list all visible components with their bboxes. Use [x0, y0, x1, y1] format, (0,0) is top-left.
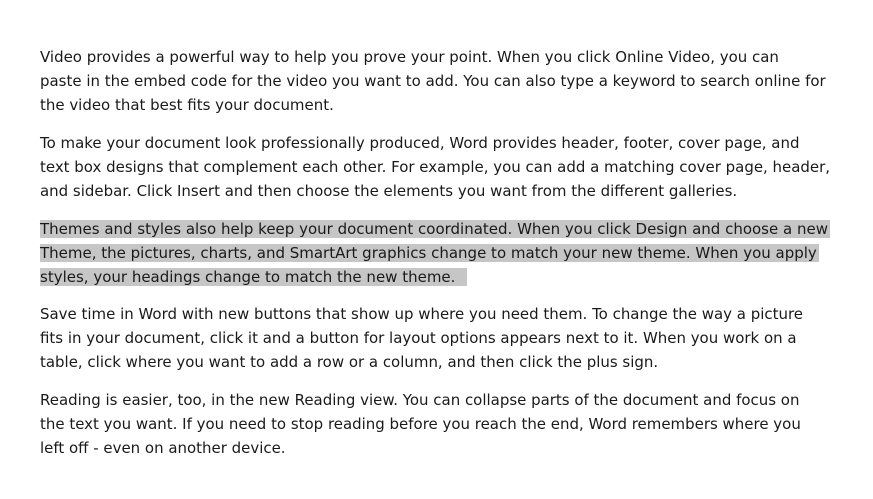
text-line: Video provides a powerful way to help you prove your point. When you click Online Video, you can — [40, 48, 779, 66]
paragraph-save-time[interactable] — [40, 302, 840, 374]
selection-highlight: styles, your headings change to match the new theme. — [40, 268, 467, 286]
text-line: left off - even on another device. — [40, 439, 286, 457]
text-line: To make your document look professionally produced, Word provides header, footer, cover page, and — [40, 134, 800, 152]
paragraph-themes-selected[interactable] — [40, 217, 840, 289]
text-line: paste in the embed code for the video you want to add. You can also type a keyword to search online for — [40, 72, 826, 90]
text-line: table, click where you want to add a row or a column, and then click the plus sign. — [40, 353, 659, 371]
text-line: Reading is easier, too, in the new Reading view. You can collapse parts of the document and focus on — [40, 391, 800, 409]
selected-text-line-1 — [40, 217, 840, 241]
text-line: Save time in Word with new buttons that show up where you need them. To change the way a picture — [40, 305, 804, 323]
paragraph-reading[interactable] — [40, 388, 840, 460]
text-line: and sidebar. Click Insert and then choose the elements you want from the different galleries. — [40, 182, 738, 200]
selection-highlight: Theme, the pictures, charts, and SmartArt graphics change to match your new theme. When you apply — [40, 244, 817, 262]
text-line: the video that best fits your document. — [40, 96, 334, 114]
text-line: text box designs that complement each other. For example, you can add a matching cover page, header, — [40, 158, 831, 176]
paragraph-video[interactable] — [40, 45, 840, 117]
selected-text-line-3 — [40, 265, 840, 289]
selection-highlight: Themes and styles also help keep your document coordinated. When you click Design and choose a new — [40, 220, 828, 238]
paragraph-design[interactable] — [40, 131, 840, 203]
text-line: fits in your document, click it and a button for layout options appears next to it. When you work on a — [40, 329, 797, 347]
selected-text-line-2 — [40, 241, 840, 265]
text-line: the text you want. If you need to stop reading before you reach the end, Word remembers where you — [40, 415, 801, 433]
